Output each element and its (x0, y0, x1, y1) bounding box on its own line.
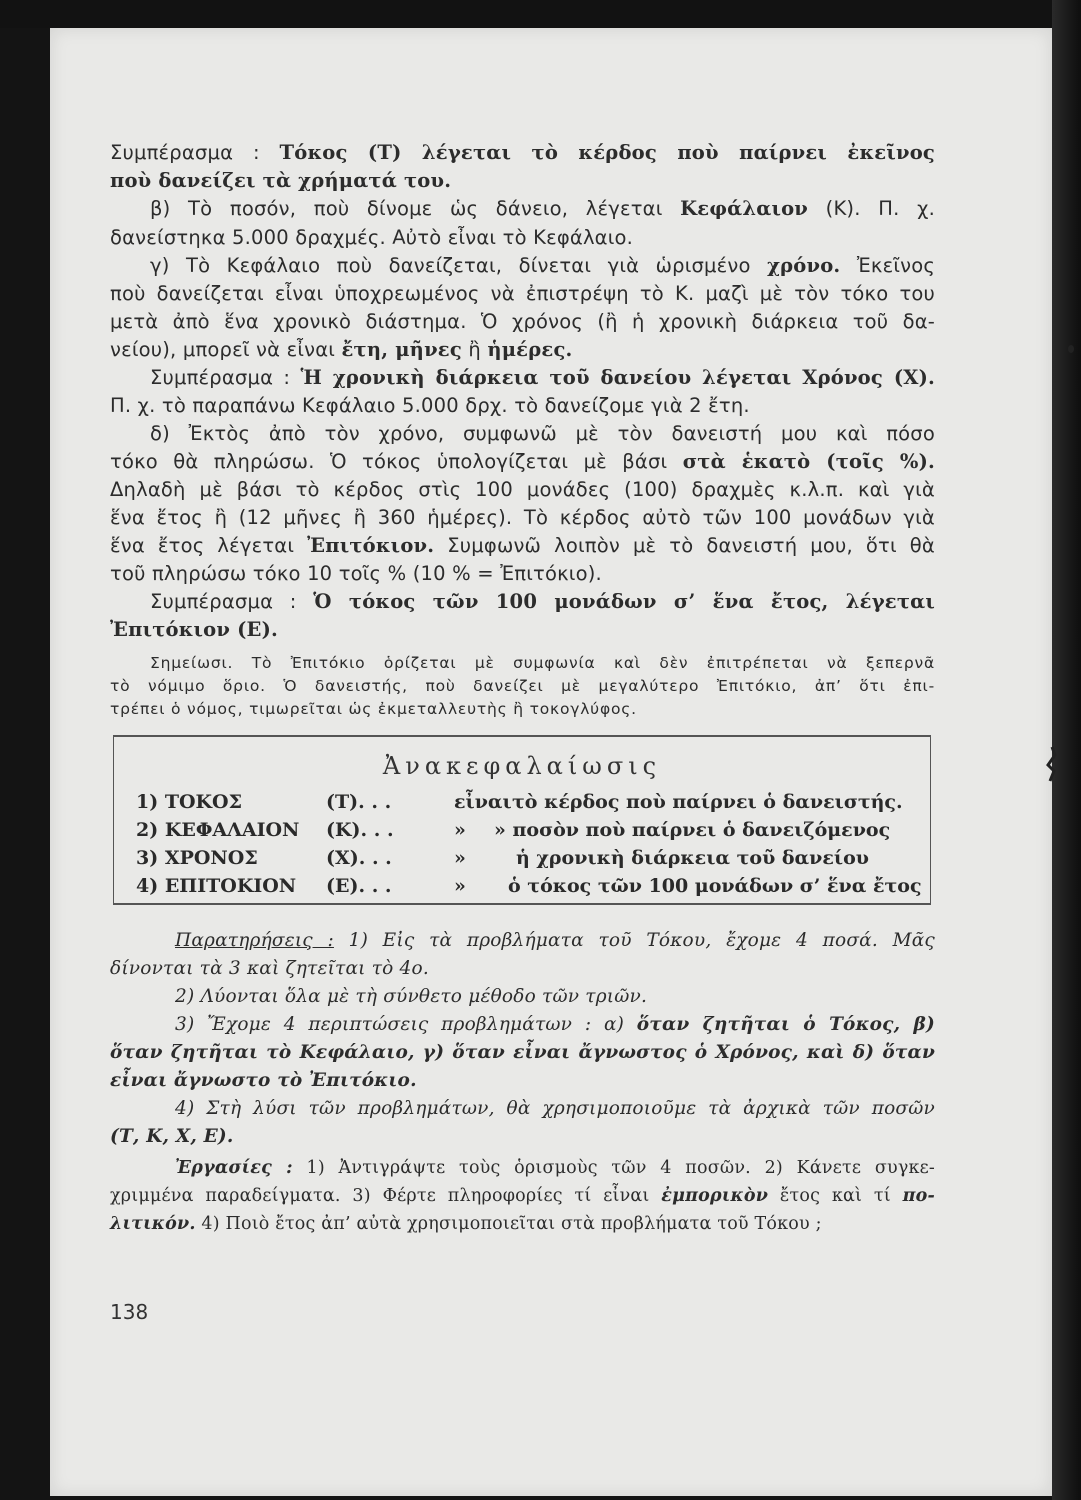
text-span: ὅταν ζητῆται ὁ Τόκος, β) (636, 1014, 935, 1035)
text-span: 1) Ἀντιγράψτε τοὺς ὁρισμοὺς τῶν 4 ποσῶν. 2) Κάνετε συγκε- (306, 1158, 935, 1178)
note-line: τρέπει ὁ νόμος, τιμωρεῖται ὡς ἐκμεταλλευτὴς ἢ τοκογλύφος. (110, 700, 637, 718)
text-line: εἶναι ἄγνωστο τὸ Ἐπιτόκιο. (110, 1070, 417, 1091)
text-span: 1) Εἰς τὰ προβλήματα τοῦ Τόκου, ἔχομε 4 ποσά. Μᾶς (348, 930, 935, 951)
text-line: ποὺ δανείζεται εἶναι ὑποχρεωμένος νὰ ἐπιστρέψη τὸ Κ. μαζὶ μὲ τὸν τόκο του (110, 282, 935, 305)
term-time: χρόνο. (767, 254, 841, 277)
text-line: ἕνα ἔτος ἢ (12 μῆνες ἢ 360 ἡμέρες). Τὸ κέρδος αὐτὸ τῶν 100 μονάδων γιὰ (110, 506, 935, 529)
summary-ditto: εἶναι (454, 791, 512, 813)
text-span: πο- (902, 1186, 935, 1206)
text-span: Συμφωνῶ λοιπὸν μὲ τὸ δανειστή μου, ὅτι θὰ (447, 534, 935, 557)
text-line (110, 365, 935, 391)
summary-definition: » ποσὸν ποὺ παίρνει ὁ δανειζόμενος (494, 819, 891, 841)
summary-term: 1) ΤΟΚΟΣ (136, 791, 243, 813)
text-line: 4) Στὴ λύσι τῶν προβλημάτων, θὰ χρησιμοποιοῦμε τὰ ἀρχικὰ τῶν ποσῶν (175, 1098, 935, 1119)
note-line: Σημείωσι. Τὸ Ἐπιτόκιο ὁρίζεται μὲ συμφωνία καὶ δὲν ἐπιτρέπεται νὰ ξεπερνᾶ (150, 654, 935, 672)
summary-term: 2) ΚΕΦΑΛΑΙΟΝ (136, 819, 300, 841)
text-line (110, 1155, 935, 1181)
summary-ditto: » (454, 847, 466, 869)
text-line (110, 140, 935, 166)
definition-time: Ἡ χρονικὴ διάρκεια τοῦ δανείου λέγεται Χρόνος (Χ). (300, 366, 935, 389)
text-line (110, 1012, 935, 1038)
text-span: χριμμένα παραδείγματα. 3) Φέρτε πληροφορίες τί εἶναι (110, 1186, 650, 1206)
summary-term: 3) ΧΡΟΝΟΣ (136, 847, 258, 869)
summary-title: Ἀνακεφαλαίωσις (382, 752, 662, 780)
text-span: ἔτη, μῆνες (341, 338, 462, 361)
definition-interest: Τόκος (Τ) λέγεται τὸ κέρδος ποὺ παίρνει ἐκεῖνος (279, 141, 935, 164)
summary-definition: ἡ χρονικὴ διάρκεια τοῦ δανείου (516, 847, 869, 869)
text-span: νείου), μπορεῖ νὰ εἶναι (110, 338, 336, 361)
text-span: γ) Τὸ Κεφάλαιο ποὺ δανείζεται, δίνεται γιὰ ὡρισμένο (150, 254, 751, 277)
text-line (110, 533, 935, 559)
text-span: ἡμέρες. (487, 338, 573, 361)
text-line (110, 196, 935, 222)
summary-symbol: (Ε). . . (326, 875, 392, 897)
text-span: ἔτος καὶ τί (779, 1186, 891, 1206)
text-span: 4) Ποιὸ ἔτος ἀπ’ αὐτὰ χρησιμοποιεῖται στὰ προβλήματα τοῦ Τόκου ; (201, 1214, 822, 1234)
text-line (110, 253, 935, 279)
summary-ditto: » (454, 875, 466, 897)
summary-symbol: (Τ). . . (326, 791, 392, 813)
conclusion-label: Συμπέρασμα : (110, 141, 260, 164)
text-span: β) Τὸ ποσόν, ποὺ δίνομε ὡς δάνειο, λέγεται (150, 197, 663, 220)
text-span: 3) Ἔχομε 4 περιπτώσεις προβλημάτων : α) (175, 1014, 625, 1035)
text-span: Ἐκεῖνος (856, 254, 936, 277)
text-line: 2) Λύονται ὅλα μὲ τὴ σύνθετο μέθοδο τῶν τριῶν. (175, 986, 648, 1007)
text-line: Δηλαδὴ μὲ βάσι τὸ κέρδος στὶς 100 μονάδες (100) δραχμὲς κ.λ.π. καὶ γιὰ (110, 478, 935, 501)
text-line (110, 337, 935, 363)
page-smudge-mark (1043, 745, 1057, 783)
exercises-label: Ἐργασίες : (175, 1158, 293, 1178)
text-line (110, 449, 935, 475)
summary-ditto: » (454, 819, 466, 841)
summary-symbol: (Χ). . . (326, 847, 392, 869)
text-line (110, 1211, 935, 1237)
observations-label: Παρατηρήσεις : (175, 930, 334, 951)
page-number: 138 (110, 1300, 149, 1324)
conclusion-label: Συμπέρασμα : (150, 366, 291, 389)
summary-term: 4) ΕΠΙΤΟΚΙΟΝ (136, 875, 297, 897)
text-line (110, 589, 935, 615)
text-line: δανείστηκα 5.000 δραχμές. Αὐτὸ εἶναι τὸ Κεφάλαιο. (110, 226, 634, 249)
conclusion-label: Συμπέρασμα : (150, 590, 297, 613)
text-span: στὰ ἑκατὸ (τοῖς %). (682, 450, 936, 473)
summary-box (113, 735, 931, 905)
text-line (110, 1183, 935, 1209)
summary-definition: ὁ τόκος τῶν 100 μονάδων σ’ ἕνα ἔτος (508, 875, 922, 897)
text-line: Π. χ. τὸ παραπάνω Κεφάλαιο 5.000 δρχ. τὸ δανείζομε γιὰ 2 ἔτη. (110, 394, 750, 417)
scan-top-edge (0, 0, 1081, 28)
text-line: ὅταν ζητῆται τὸ Κεφάλαιο, γ) ὅταν εἶναι ἄγνωστος ὁ Χρόνος, καὶ δ) ὅταν (110, 1042, 935, 1063)
text-line: (Τ, Κ, Χ, Ε). (110, 1126, 234, 1147)
term-rate: Ἐπιτόκιον. (307, 534, 435, 557)
text-line: Ἐπιτόκιον (Ε). (110, 618, 279, 641)
page-dot-mark (1068, 345, 1074, 353)
text-line: ποὺ δανείζει τὰ χρήματά του. (110, 169, 452, 192)
text-span: (Κ). Π. χ. (825, 197, 935, 220)
note-line: τὸ νόμιμο ὅριο. Ὁ δανειστής, ποὺ δανείζει μὲ μεγαλύτερο Ἐπιτόκιο, ἀπ’ ὅτι ἐπι- (110, 677, 935, 695)
text-span: ἕνα ἔτος λέγεται (110, 534, 295, 557)
definition-rate: Ὁ τόκος τῶν 100 μονάδων σ’ ἕνα ἔτος, λέγεται (313, 590, 935, 613)
text-span: ἢ (468, 338, 481, 361)
text-line: δ) Ἐκτὸς ἀπὸ τὸν χρόνο, συμφωνῶ μὲ τὸν δανειστή μου καὶ πόσο (150, 422, 935, 445)
text-span: λιτικόν. (110, 1214, 196, 1234)
text-line: μετὰ ἀπὸ ἕνα χρονικὸ διάστημα. Ὁ χρόνος (ἢ ἡ χρονικὴ διάρκεια τοῦ δα- (110, 310, 935, 333)
text-line (110, 928, 935, 954)
summary-symbol: (Κ). . . (326, 819, 394, 841)
summary-definition: τὸ κέρδος ποὺ παίρνει ὁ δανειστής. (512, 791, 903, 813)
text-span: τόκο θὰ πληρώσω. Ὁ τόκος ὑπολογίζεται μὲ βάσι (110, 450, 668, 473)
text-line: τοῦ πληρώσω τόκο 10 τοῖς % (10 % = Ἐπιτόκιο). (110, 562, 602, 585)
text-line: δίνονται τὰ 3 καὶ ζητεῖται τὸ 4ο. (110, 958, 429, 979)
term-capital: Κεφάλαιον (680, 197, 809, 220)
text-span: ἐμπορικὸν (661, 1186, 769, 1206)
